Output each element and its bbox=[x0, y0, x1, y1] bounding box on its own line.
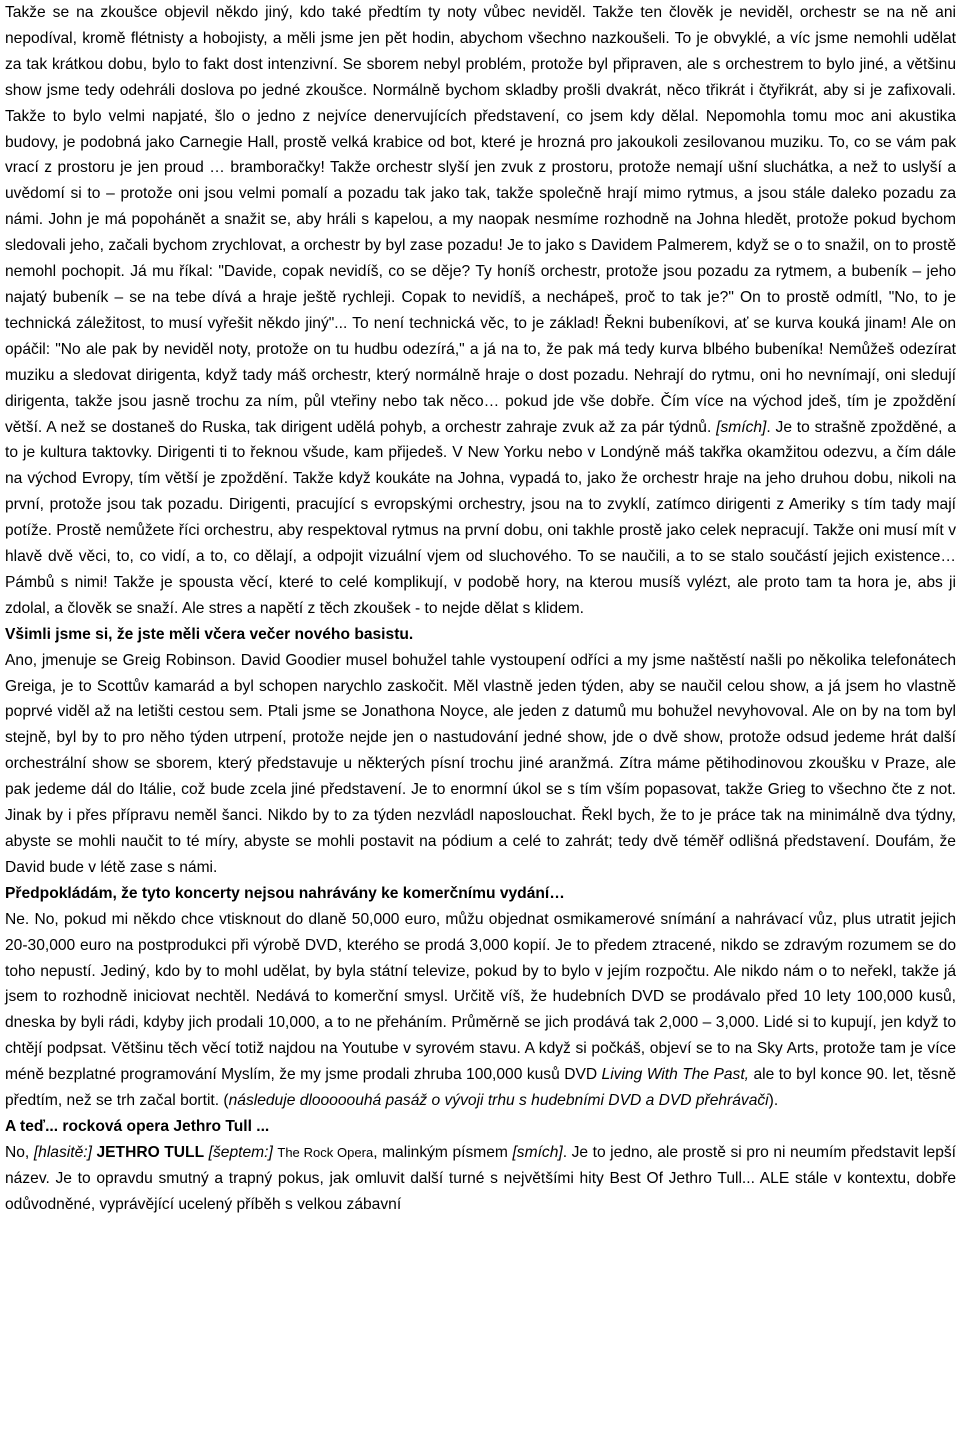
text-segment: ). bbox=[768, 1092, 779, 1110]
text-segment: Předpokládám, že tyto koncerty nejsou nahrávány ke komerčnímu vydání… bbox=[5, 884, 565, 902]
text-segment: JETHRO TULL bbox=[96, 1143, 205, 1161]
text-segment: A teď... rocková opera Jethro Tull ... bbox=[5, 1117, 270, 1135]
text-segment: . Je to strašně zpožděné, a to je kultura taktovky. Dirigenti ti to řeknou všude, kam přijedeš. V New Yorku nebo v Londýně máš takřka okamžitou odezvu, a čím dále na východ Evropy, tím větší je zpoždění. Takže když koukáte na Johna, vypadá to, jako že orchestr hraje na jeho druhou dobu, nikoli na první, protože jsou tak pozadu. Dirigenti, pracující s evropskými orchestry, jsou na to zvyklí, zatímco dirigenti z Ameriky s tím tady mají potíže. Prostě nemůžete říci orchestru, aby respektoval rytmus na první dobu, oni takhle prostě jako celek nepracují. Takže oni musí mít v hlavě dvě věci, to, co vidí, a to, co dělají, a odpojit vizuální vjem od sluchového. To se naučili, a to se stalo součástí jejich existence… Pámbů s nimi! Takže je spousta věcí, které to celé komplikují, v podobě hory, na kterou musíš vylézt, ale proto tam ta hora je, abs ji zdolal, a člověk se snaží. Ale stres a napětí z těch zkoušek - to nejde dělat s klidem. bbox=[5, 418, 956, 617]
interview-answer bbox=[5, 648, 956, 881]
text-segment: Ano, jmenuje se Greig Robinson. David Goodier musel bohužel tahle vystoupení odříci a my jsme naštěstí našli po několika telefonátech Greiga, je to Scottův kamarád a byl schopen narychlo zaskočit. Měl vlastně jeden týden, aby se naučil celou show, a já jsem ho vlastně poprvé viděl až na letišti cestou sem. Ptali jsme se Jonathona Noyce, ale jeden z datumů mu bohužel nevyhovoval. Ale on by na tom byl stejně, byl by to pro něho týden utrpení, protože nejde jen o nastudování jedné show, jde o dvě show, protože odsud jedeme hrát další orchestrální show se sborem, který představuje u některých písní trochu jiné aranžmá. Zítra máme pětihodinovou zkoušku v Praze, ale pak jedeme dál do Itálie, což bude zcela jiné představení. Je to enormní úkol se s tím vším popasovat, takže Grieg to všechno čte z not. Jinak by i přes přípravu neměl šanci. Nikdo by to za týden nezvládl naposlouchat. Řekl bych, že to je práce tak na minimálně dva týdny, abyste se mohli naučit to té míry, abyste se mohli postavit na pódium a celé to zahrát; tedy dvě téměř odlišná představení. Doufám, že David bude v létě zase s námi. bbox=[5, 651, 956, 876]
text-segment: The Rock Opera bbox=[277, 1144, 374, 1160]
interview-answer bbox=[5, 1140, 956, 1218]
text-segment: . Je to jedno, ale prostě si pro ni neumím představit lepší název. Je to opravdu smutný a trapný pokus, jak omluvit další turné s největšími hity Best Of Jethro Tull... ALE stále v kontextu, dobře odůvodněné, vyprávějící ucelený příběh s velkou zábavní bbox=[5, 1143, 957, 1213]
text-segment: [šeptem:] bbox=[208, 1143, 273, 1161]
text-segment: , malinkým písmem bbox=[373, 1143, 513, 1161]
interview-question bbox=[5, 622, 956, 648]
text-segment: Living With The Past, bbox=[601, 1066, 750, 1084]
text-segment: [hlasitě:] bbox=[33, 1143, 92, 1161]
interview-answer bbox=[5, 907, 956, 1114]
text-segment: ale to byl konce 90. let, těsně předtím, než se trh začal bortit. ( bbox=[5, 1066, 956, 1110]
text-segment: No, bbox=[5, 1143, 34, 1161]
interview-question bbox=[5, 1114, 956, 1140]
text-segment: Takže se na zkoušce objevil někdo jiný, kdo také předtím ty noty vůbec neviděl. Takže ten člověk je neviděl, orchestr se na ně ani nepodíval, kromě flétnisty a hobojisty, a měli jsme jen pět hodin, abychom všechno nazkoušeli. To je obvyklé, a víc jsme nemohli udělat za tak krátkou dobu, bylo to fakt dost intenzivní. Se sborem nebyl problém, protože byl připraven, ale s orchestrem to bylo jiné, a většinu show jsme tedy odehráli doslova po jedné zkoušce. Normálně bychom skladby prošli dvakrát, něco třikrát i čtyřikrát, aby si je zafixovali. Takže to bylo velmi napjaté, šlo o jedno z nejvíce denervujících představení, co jsem kdy dělal. Nepomohla tomu moc ani akustika budovy, je podobná jako Carnegie Hall, prostě velká krabice od bot, které je hrozná pro jakoukoli zesilovanou muziku. To, co se vám pak vrací z prostoru je jen proud … bramboračky! Takže orchestr slyší jen zvuk z prostoru, protože nemají ušní sluchátka, a než to uslyší a uvědomí si to – protože oni jsou velmi pomalí a pozadu tak jako tak, takže společně hrají mimo rytmus, a jsou stále daleko pozadu za námi. John je má popohánět a snažit se, aby hráli s kapelou, a my naopak nesmíme rozhodně na Johna hledět, protože pokud bychom sledovali jeho, začali bychom zrychlovat, a orchestr by byl zase pozadu! Je to jako s Davidem Palmerem, když se o to snažil, on to prostě nemohl pochopit. Já mu říkal: "Davide, copak nevidíš, co se děje? Ty honíš orchestr, protože jsou pozadu za rytmem, a bubeník – jeho najatý bubeník – se na tebe dívá a hraje ještě rychleji. Copak to nevidíš, a nechápeš, proč to tak je?" On to prostě odmítl, "No, to je technická záležitost, to musí vyřešit někdo jiný"... To není technická věc, to je základ! Řekni bubeníkovi, ať se kurva kouká jinam! Ale on opáčil: "No ale pak by neviděl noty, protože on tu hudbu odezírá," a já na to, že pak má tedy kurva blbého bubeníka! Nemůžeš odezírat muziku a sledovat dirigenta, když tady máš orchestr, který normálně hraje o dost pozadu. Nehrají do rytmu, oni ho nevnímají, oni sledují dirigenta, takže jsou jasně trochu za ním, půl vteřiny nebo tak něco… pokud jde vše dobře. Čím více na východ jdeš, tím je zpoždění větší. A než se dostaneš do Ruska, tak dirigent udělá pohyb, a orchestr zahraje zvuk až za pár týdnů. bbox=[5, 4, 956, 436]
text-segment: následuje dlooooouhá pasáž o vývoji trhu s hudebními DVD a DVD přehrávači bbox=[228, 1092, 769, 1110]
text-segment: Ne. No, pokud mi někdo chce vtisknout do dlaně 50,000 euro, můžu objednat osmikamerové snímání a nahrávací vůz, plus utratit jejich 20-30,000 euro na postprodukci při výrobě DVD, kterého se prodá 3,000 kopií. Je to předem ztracené, nikdo se zdravým rozumem se do toho nepustí. Jediný, kdo by to mohl udělat, by byla státní televize, pokud by to bylo v jejím rozpočtu. Ale nikdo nám o to neřekl, takže já jsem to rozhodně iniciovat nechtěl. Nedává to komerční smysl. Určitě víš, že hudebních DVD se prodávalo před 10 lety 100,000 kusů, dneska by byli rádi, kdyby jich prodali 10,000, a to ne přeháním. Průměrně se jich prodává tak 2,000 – 3,000. Lidé si to kupují, jen když to chtějí podpsat. Většinu těch věcí totiž najdou na Youtube v syrovém stavu. A když si počkáš, objeví se to na Sky Arts, protože tam je více méně bezplatné programování Myslím, že my jsme prodali zhruba 100,000 kusů DVD bbox=[5, 910, 956, 1084]
interview-answer bbox=[5, 0, 956, 622]
text-segment: Všimli jsme si, že jste měli včera večer nového basistu. bbox=[5, 625, 414, 643]
interview-question bbox=[5, 881, 956, 907]
text-segment: [smích] bbox=[512, 1143, 563, 1161]
text-segment: [smích] bbox=[716, 418, 767, 436]
